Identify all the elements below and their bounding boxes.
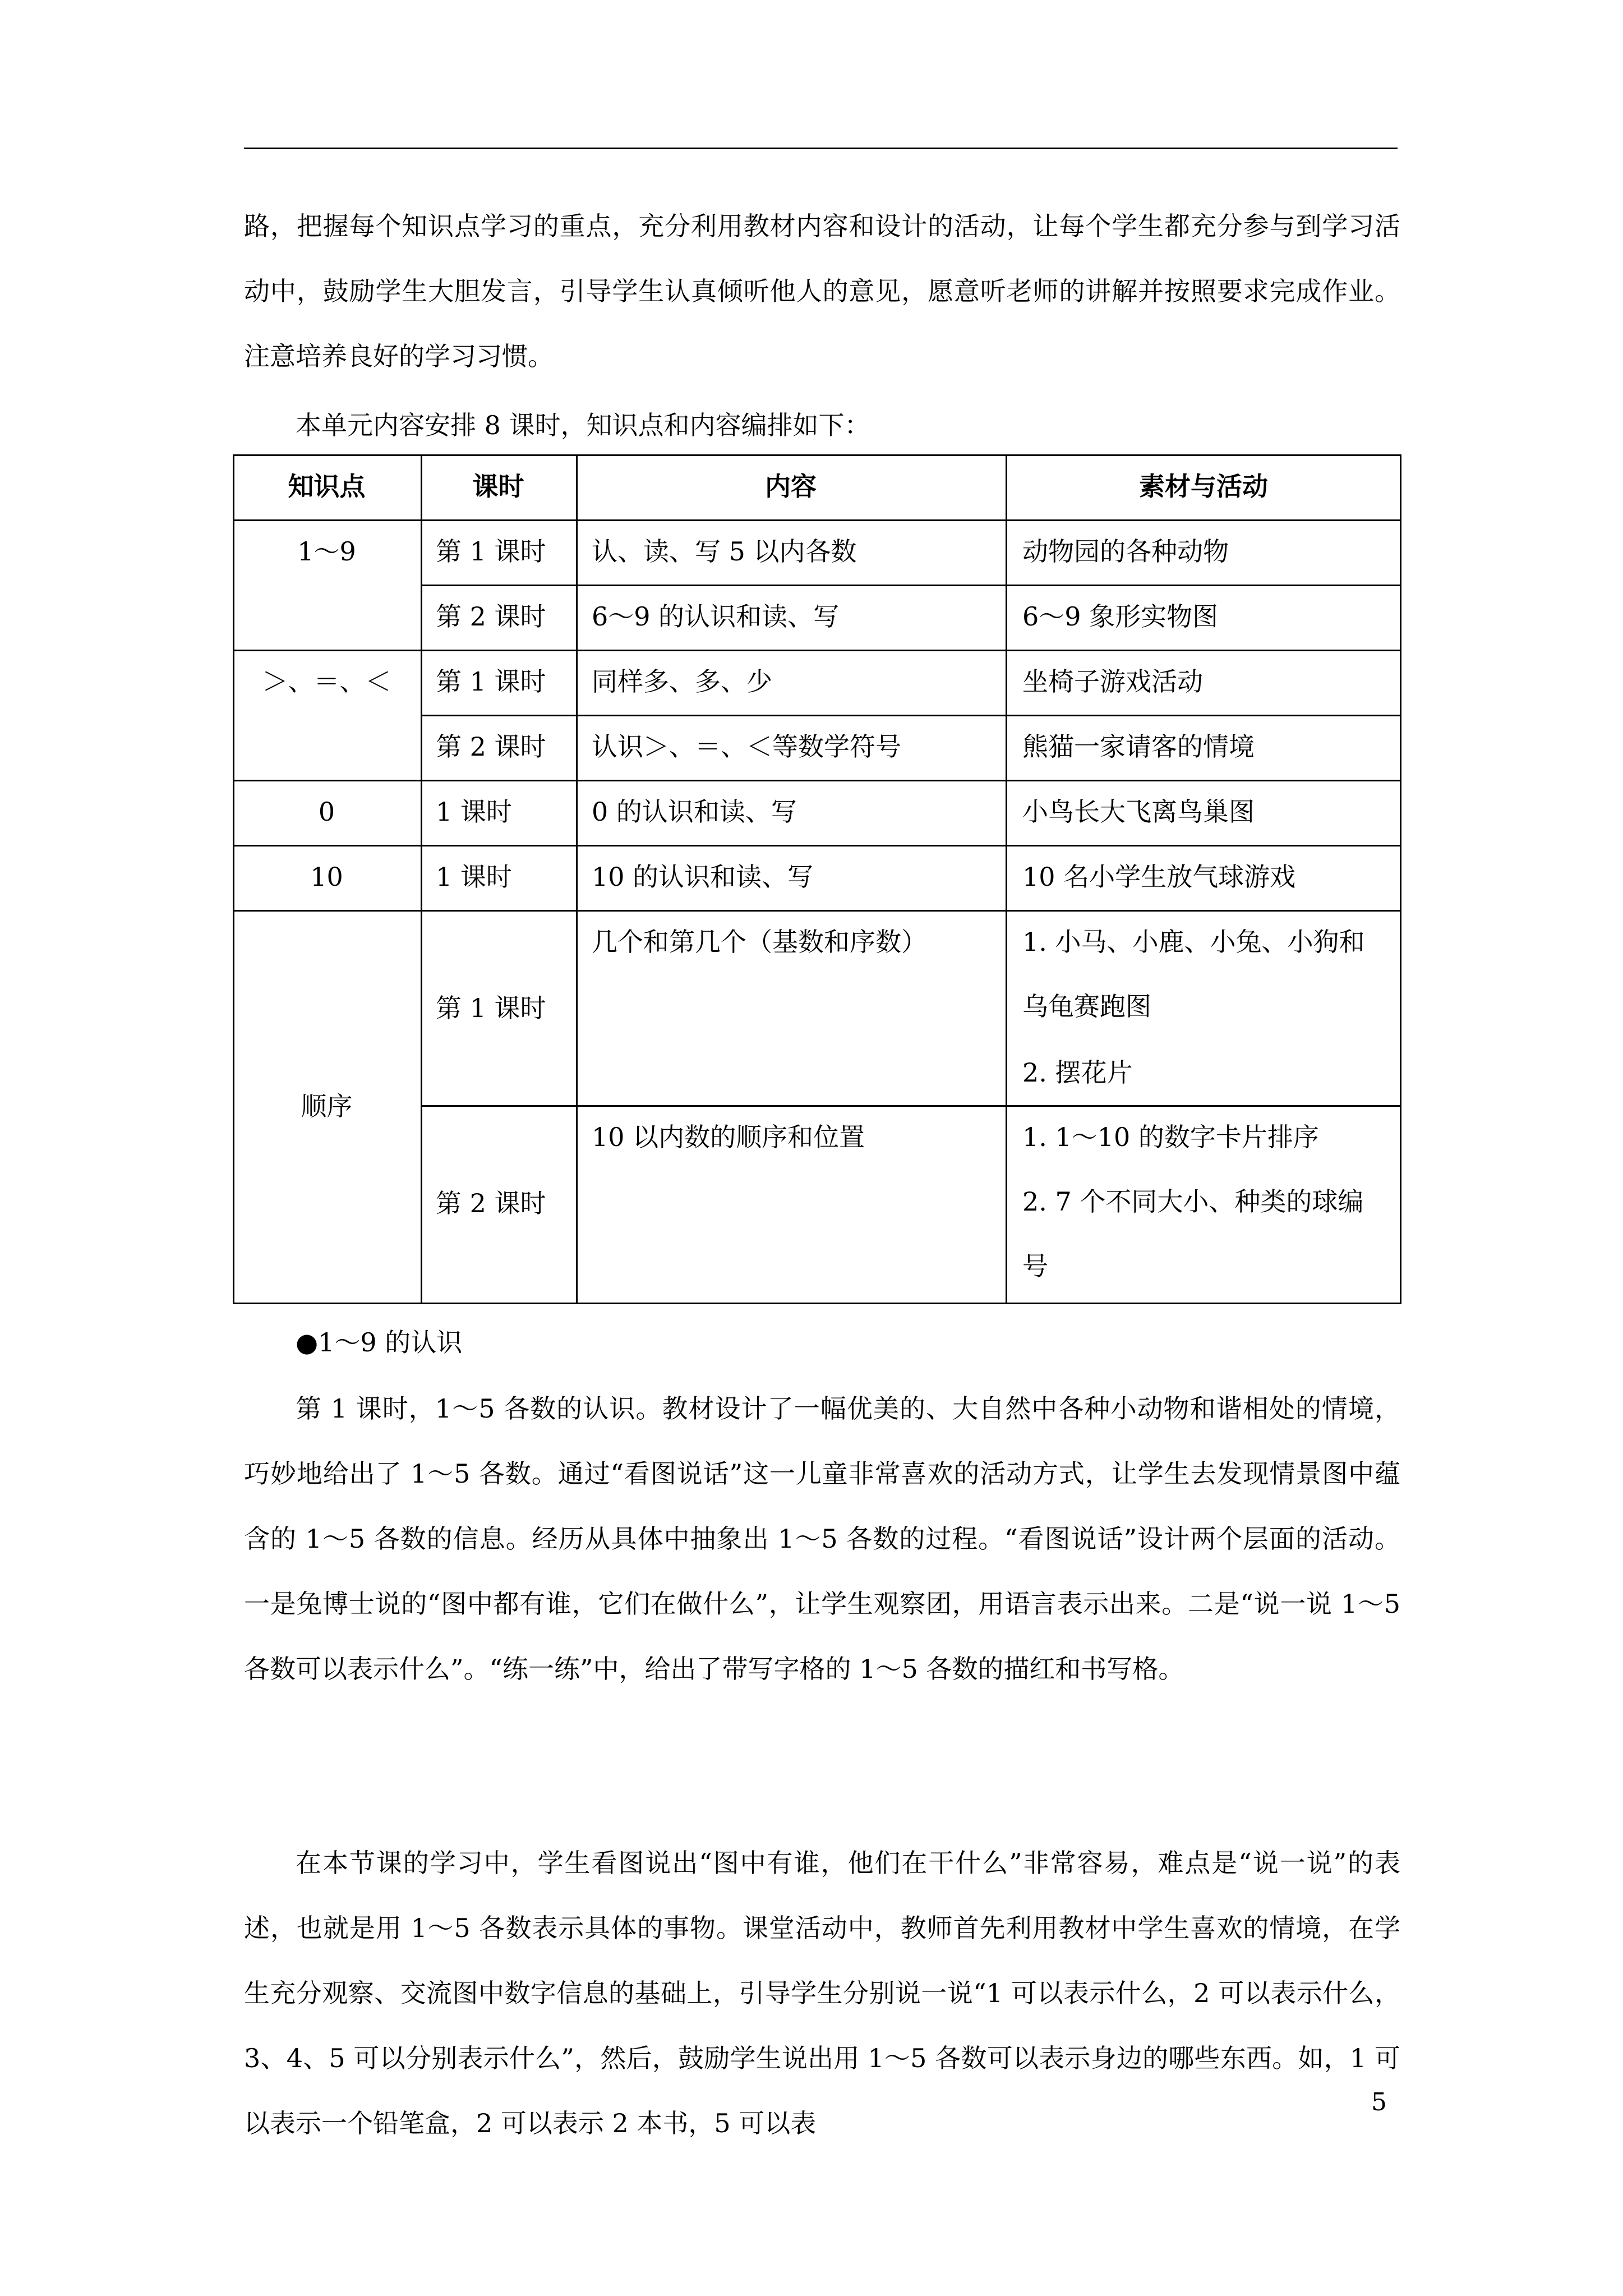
activity-cell: 6～9 象形实物图 (1022, 601, 1219, 632)
activity-cell: 熊猫一家请客的情境 (1022, 731, 1255, 762)
lesson-cell: 第 2 课时 (436, 1188, 546, 1218)
paragraph-table-intro: 本单元内容安排 8 课时，知识点和内容编排如下： (296, 410, 870, 440)
topic-order: 顺序 (301, 1091, 353, 1121)
lesson-cell: 第 2 课时 (436, 731, 546, 762)
lesson-cell: 第 1 课时 (436, 536, 546, 567)
topic-1-9: 1～9 (297, 536, 356, 567)
header-lesson: 课时 (472, 471, 524, 501)
header-topic: 知识点 (288, 471, 366, 501)
content-cell: 认识＞、＝、＜等数学符号 (592, 731, 901, 762)
topic-zero: 0 (318, 797, 335, 827)
content-cell: 10 的认识和读、写 (592, 862, 814, 892)
activity-cell: 1. 1～10 的数字卡片排序 (1022, 1122, 1319, 1152)
paragraph-lesson-1-teaching: 在本节课的学习中，学生看图说出“图中有谁，他们在干什么”非常容易，难点是“说一说”的表述，也就是用 1～5 各数表示具体的事物。课堂活动中，教师首先利用教材中学生喜欢的情境，在学生充分观察、交流图中数字信息的基础上，引导学生分别说一说“1 可以表示什么，2 可以表示什么，3、4、5 可以分别表示什么”，然后，鼓励学生说出用 1～5 各数可以表示身边的哪些东西。如，1 可以表示一个铅笔盒，2 可以表示 2 本书，5 可以表 (244, 1848, 1400, 2138)
activity-cell: 小鸟长大飞离鸟巢图 (1022, 797, 1255, 827)
activity-cell: 2. 摆花片 (1022, 1057, 1133, 1088)
page-number: 5 (1371, 2088, 1387, 2116)
activity-cell: 2. 7 个不同大小、种类的球编号 (1022, 1186, 1364, 1281)
topic-ten: 10 (310, 862, 343, 892)
header-activity: 素材与活动 (1139, 471, 1268, 501)
header-rule (244, 148, 1398, 149)
activity-cell: 动物园的各种动物 (1022, 536, 1229, 567)
content-cell: 同样多、多、少 (592, 666, 772, 697)
paragraph-lesson-1: 第 1 课时，1～5 各数的认识。教材设计了一幅优美的、大自然中各种小动物和谐相处的情境，巧妙地给出了 1～5 各数。通过“看图说话”这一儿童非常喜欢的活动方式，让学生去发现情景图中蕴含的 1～5 各数的信息。经历从具体中抽象出 1～5 各数的过程。“看图说话”设计两个层面的活动。一是兔博士说的“图中都有谁，它们在做什么”，让学生观察团，用语言表示出来。二是“说一说 1～5 各数可以表示什么”。“练一练”中，给出了带写字格的 1～5 各数的描红和书写格。 (244, 1393, 1400, 1684)
activity-cell: 1. 小马、小鹿、小兔、小狗和乌龟赛跑图 (1022, 927, 1365, 1022)
section-heading: ●1～9 的认识 (296, 1327, 463, 1358)
lesson-cell: 第 2 课时 (436, 601, 546, 632)
topic-comparison: ＞、＝、＜ (262, 666, 391, 697)
lesson-cell: 第 1 课时 (436, 993, 546, 1023)
content-cell: 0 的认识和读、写 (592, 797, 797, 827)
content-cell: 6～9 的认识和读、写 (592, 601, 840, 632)
activity-cell: 坐椅子游戏活动 (1022, 666, 1203, 697)
content-cell: 10 以内数的顺序和位置 (592, 1122, 865, 1152)
content-cell: 几个和第几个（基数和序数） (592, 927, 927, 957)
lesson-table (233, 454, 1401, 1304)
header-content: 内容 (765, 471, 817, 501)
activity-cell: 10 名小学生放气球游戏 (1022, 862, 1296, 892)
lesson-cell: 1 课时 (436, 862, 512, 892)
lesson-cell: 1 课时 (436, 797, 512, 827)
paragraph-intro: 路，把握每个知识点学习的重点，充分利用教材内容和设计的活动，让每个学生都充分参与到学习活动中，鼓励学生大胆发言，引导学生认真倾听他人的意见，愿意听老师的讲解并按照要求完成作业。注意培养良好的学习习惯。 (244, 211, 1400, 371)
content-cell: 认、读、写 5 以内各数 (592, 536, 857, 567)
lesson-cell: 第 1 课时 (436, 666, 546, 697)
